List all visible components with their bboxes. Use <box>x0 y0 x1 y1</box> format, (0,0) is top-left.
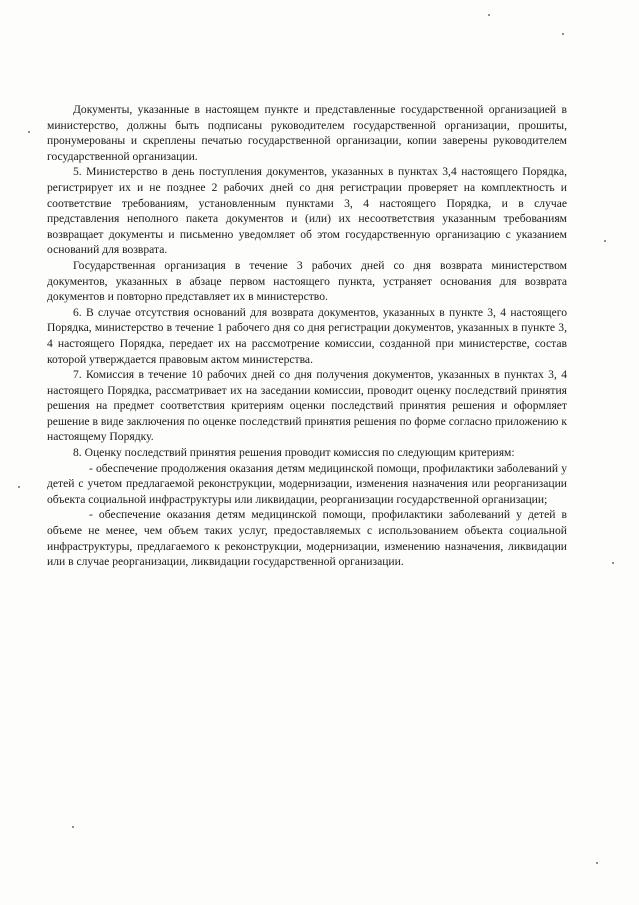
scan-speck <box>604 240 606 242</box>
paragraph-item-5: 5. Министерство в день поступления документов, указанных в пунктах 3,4 настоящего Порядка, регистрирует их и не позднее 2 рабочих дней со дня регистрации проверяет на комплектность и соответствие требованиям, установленным пунктами 3, 4 настоящего Порядка, и в случае представления неполного пакета документов и (или) их несоответствия указанным требованиям возвращает документы и письменно уведомляет об этом государственную организацию с указанием оснований для возврата. <box>47 165 567 257</box>
document-body <box>47 102 567 570</box>
paragraph-item-5-return: Государственная организация в течение 3 рабочих дней со дня возврата министерством документов, указанных в абзаце первом настоящего пункта, устраняет основания для возврата документов и повторно представляет их в министерство. <box>47 258 567 304</box>
paragraph-item-7: 7. Комиссия в течение 10 рабочих дней со дня получения документов, указанных в пунктах 3, 4 настоящего Порядка, рассматривает их на заседании комиссии, проводит оценку последствий принятия решения на предмет соответствия критериям оценки последствий принятия решения и оформляет решение в виде заключения по оценке последствий принятия решения по форме согласно приложению к настоящему Порядку. <box>47 368 567 444</box>
paragraph-item-6: 6. В случае отсутствия оснований для возврата документов, указанных в пункте 3, 4 настоящего Порядка, министерство в течение 1 рабочего дня со дня регистрации документов, указанных в пункте 3, 4 настоящего Порядка, передает их на рассмотрение комиссии, созданной при министерстве, состав которой утверждается правовым актом министерства. <box>47 305 567 366</box>
paragraph-documents-signing: Документы, указанные в настоящем пункте и представленные государственной организацией в министерство, должны быть подписаны руководителем государственной организации, прошиты, пронумерованы и скреплены печатью государственной организации, копии заверены руководителем государственной организации. <box>47 103 567 163</box>
scan-speck <box>72 826 74 828</box>
scan-speck <box>612 562 614 564</box>
scan-speck <box>18 486 20 488</box>
criterion-bullet-2: - обеспечение оказания детям медицинской помощи, профилактики заболеваний у детей в объеме не менее, чем объем таких услуг, предоставляемых с использованием объекта социальной инфраструктуры, предлагаемого к реконструкции, модернизации, изменению назначения, ликвидации или в случае реорганизации, ликвидации государственной организации. <box>47 508 567 569</box>
paragraph-item-8: 8. Оценку последствий принятия решения проводит комиссия по следующим критериям: <box>73 446 515 460</box>
criterion-bullet-1: - обеспечение продолжения оказания детям медицинской помощи, профилактики заболеваний у детей с учетом предлагаемой реконструкции, модернизации, изменения назначения или реорганизации объекта социальной инфраструктуры или ликвидации, реорганизации государственной организации; <box>47 461 567 506</box>
scan-speck <box>28 131 30 133</box>
scan-speck <box>562 33 564 35</box>
scan-speck <box>488 14 490 16</box>
scan-speck <box>596 862 598 864</box>
